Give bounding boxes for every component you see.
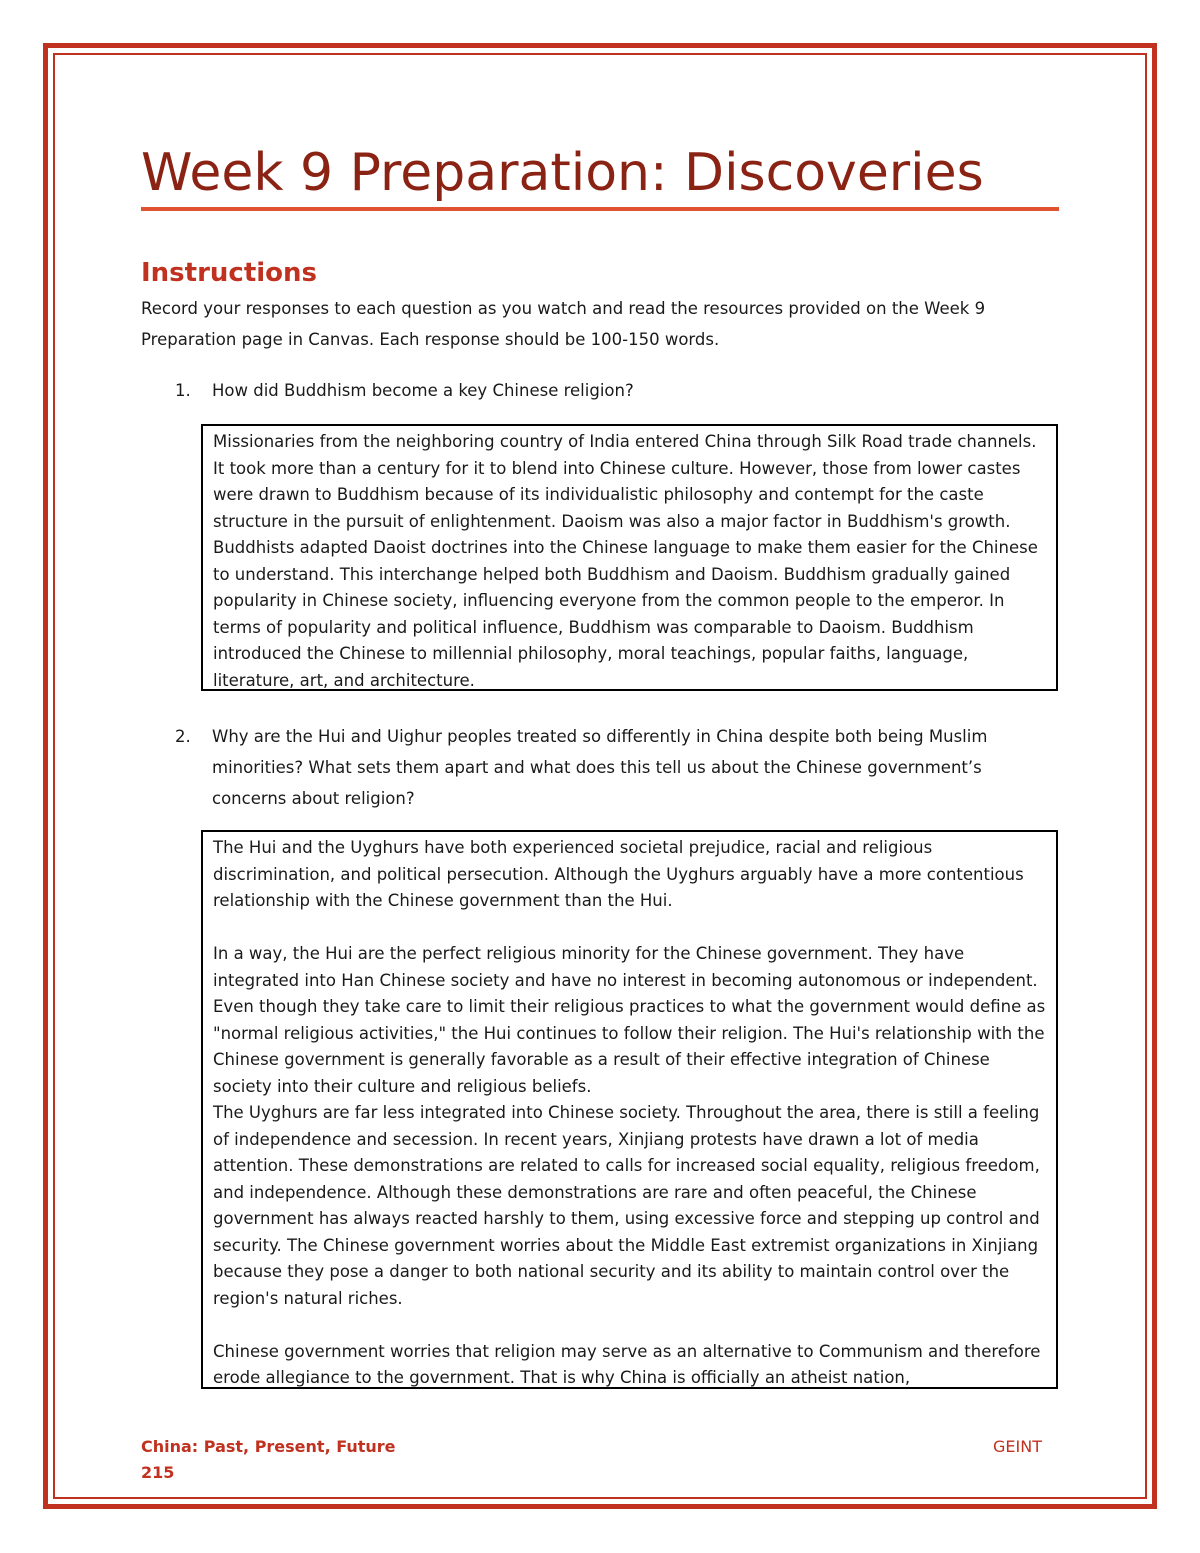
answer-paragraph: In a way, the Hui are the perfect religious minority for the Chinese government. They have integrated into Han Chinese society and have no interest in becoming autonomous or independent. Even though they take care to limit their religious practices to what the government would define as "normal religious activities," the Hui continues to follow their religion. The Hui's relationship with the Chinese government is generally favorable as a result of their effective integration of Chinese society into their culture and religious beliefs.	[213, 944, 1046, 1096]
question-2	[141, 721, 1061, 814]
footer-course-number: 215	[141, 1463, 175, 1482]
question-text: How did Buddhism become a key Chinese religion?	[212, 381, 634, 400]
answer-paragraph: Chinese government worries that religion may serve as an alternative to Communism and therefore erode allegiance to the government. That is why China is officially an atheist nation,	[213, 1341, 1041, 1387]
answer-paragraph: Missionaries from the neighboring country of India entered China through Silk Road trade channels. It took more than a century for it to blend into Chinese culture. However, those from lower castes were drawn to Buddhism because of its individualistic philosophy and contempt for the caste structure in the pursuit of enlightenment. Daoism was also a major factor in Buddhism's growth. Buddhists adapted Daoist doctrines into the Chinese language to make them easier for the Chinese to understand. This interchange helped both Buddhism and Daoism. Buddhism gradually gained popularity in Chinese society, influencing everyone from the common people to the emperor. In terms of popularity and political influence, Buddhism was comparable to Daoism. Buddhism introduced the Chinese to millennial philosophy, moral teachings, popular faiths, language, literature, art, and architecture.	[213, 432, 1038, 690]
answer-box-1[interactable]	[201, 424, 1058, 691]
answer-paragraph: The Hui and the Uyghurs have both experienced societal prejudice, racial and religious discrimination, and political persecution. Although the Uyghurs arguably have a more contentious relationship with the Chinese government than the Hui.	[213, 838, 1024, 910]
question-number: 2.	[175, 727, 191, 746]
page-title: Week 9 Preparation: Discoveries	[141, 143, 984, 203]
answer-box-2[interactable]	[201, 830, 1058, 1389]
instructions-heading: Instructions	[141, 258, 318, 288]
footer-course-title: China: Past, Present, Future	[141, 1437, 396, 1456]
footer-course	[141, 1434, 461, 1486]
question-1	[141, 375, 1061, 406]
paragraph-gap	[213, 1312, 1046, 1339]
paragraph-gap	[213, 915, 1046, 942]
question-number: 1.	[175, 381, 191, 400]
title-underline	[141, 207, 1059, 211]
question-text: Why are the Hui and Uighur peoples treated so differently in China despite both being Muslim minorities? What sets them apart and what does this tell us about the Chinese government’s concerns about religion?	[212, 727, 988, 808]
answer-paragraph: The Uyghurs are far less integrated into Chinese society. Throughout the area, there is still a feeling of independence and secession. In recent years, Xinjiang protests have drawn a lot of media attention. These demonstrations are related to calls for increased social equality, religious freedom, and independence. Although these demonstrations are rare and often peaceful, the Chinese government has always reacted harshly to them, using excessive force and stepping up control and security. The Chinese government worries about the Middle East extremist organizations in Xinjiang because they pose a danger to both national security and its ability to maintain control over the region's natural riches.	[213, 1103, 1040, 1308]
footer-code: GEINT	[993, 1437, 1042, 1456]
instructions-text: Record your responses to each question as you watch and read the resources provided on the Week 9 Preparation page in Canvas. Each response should be 100-150 words.	[141, 299, 986, 349]
